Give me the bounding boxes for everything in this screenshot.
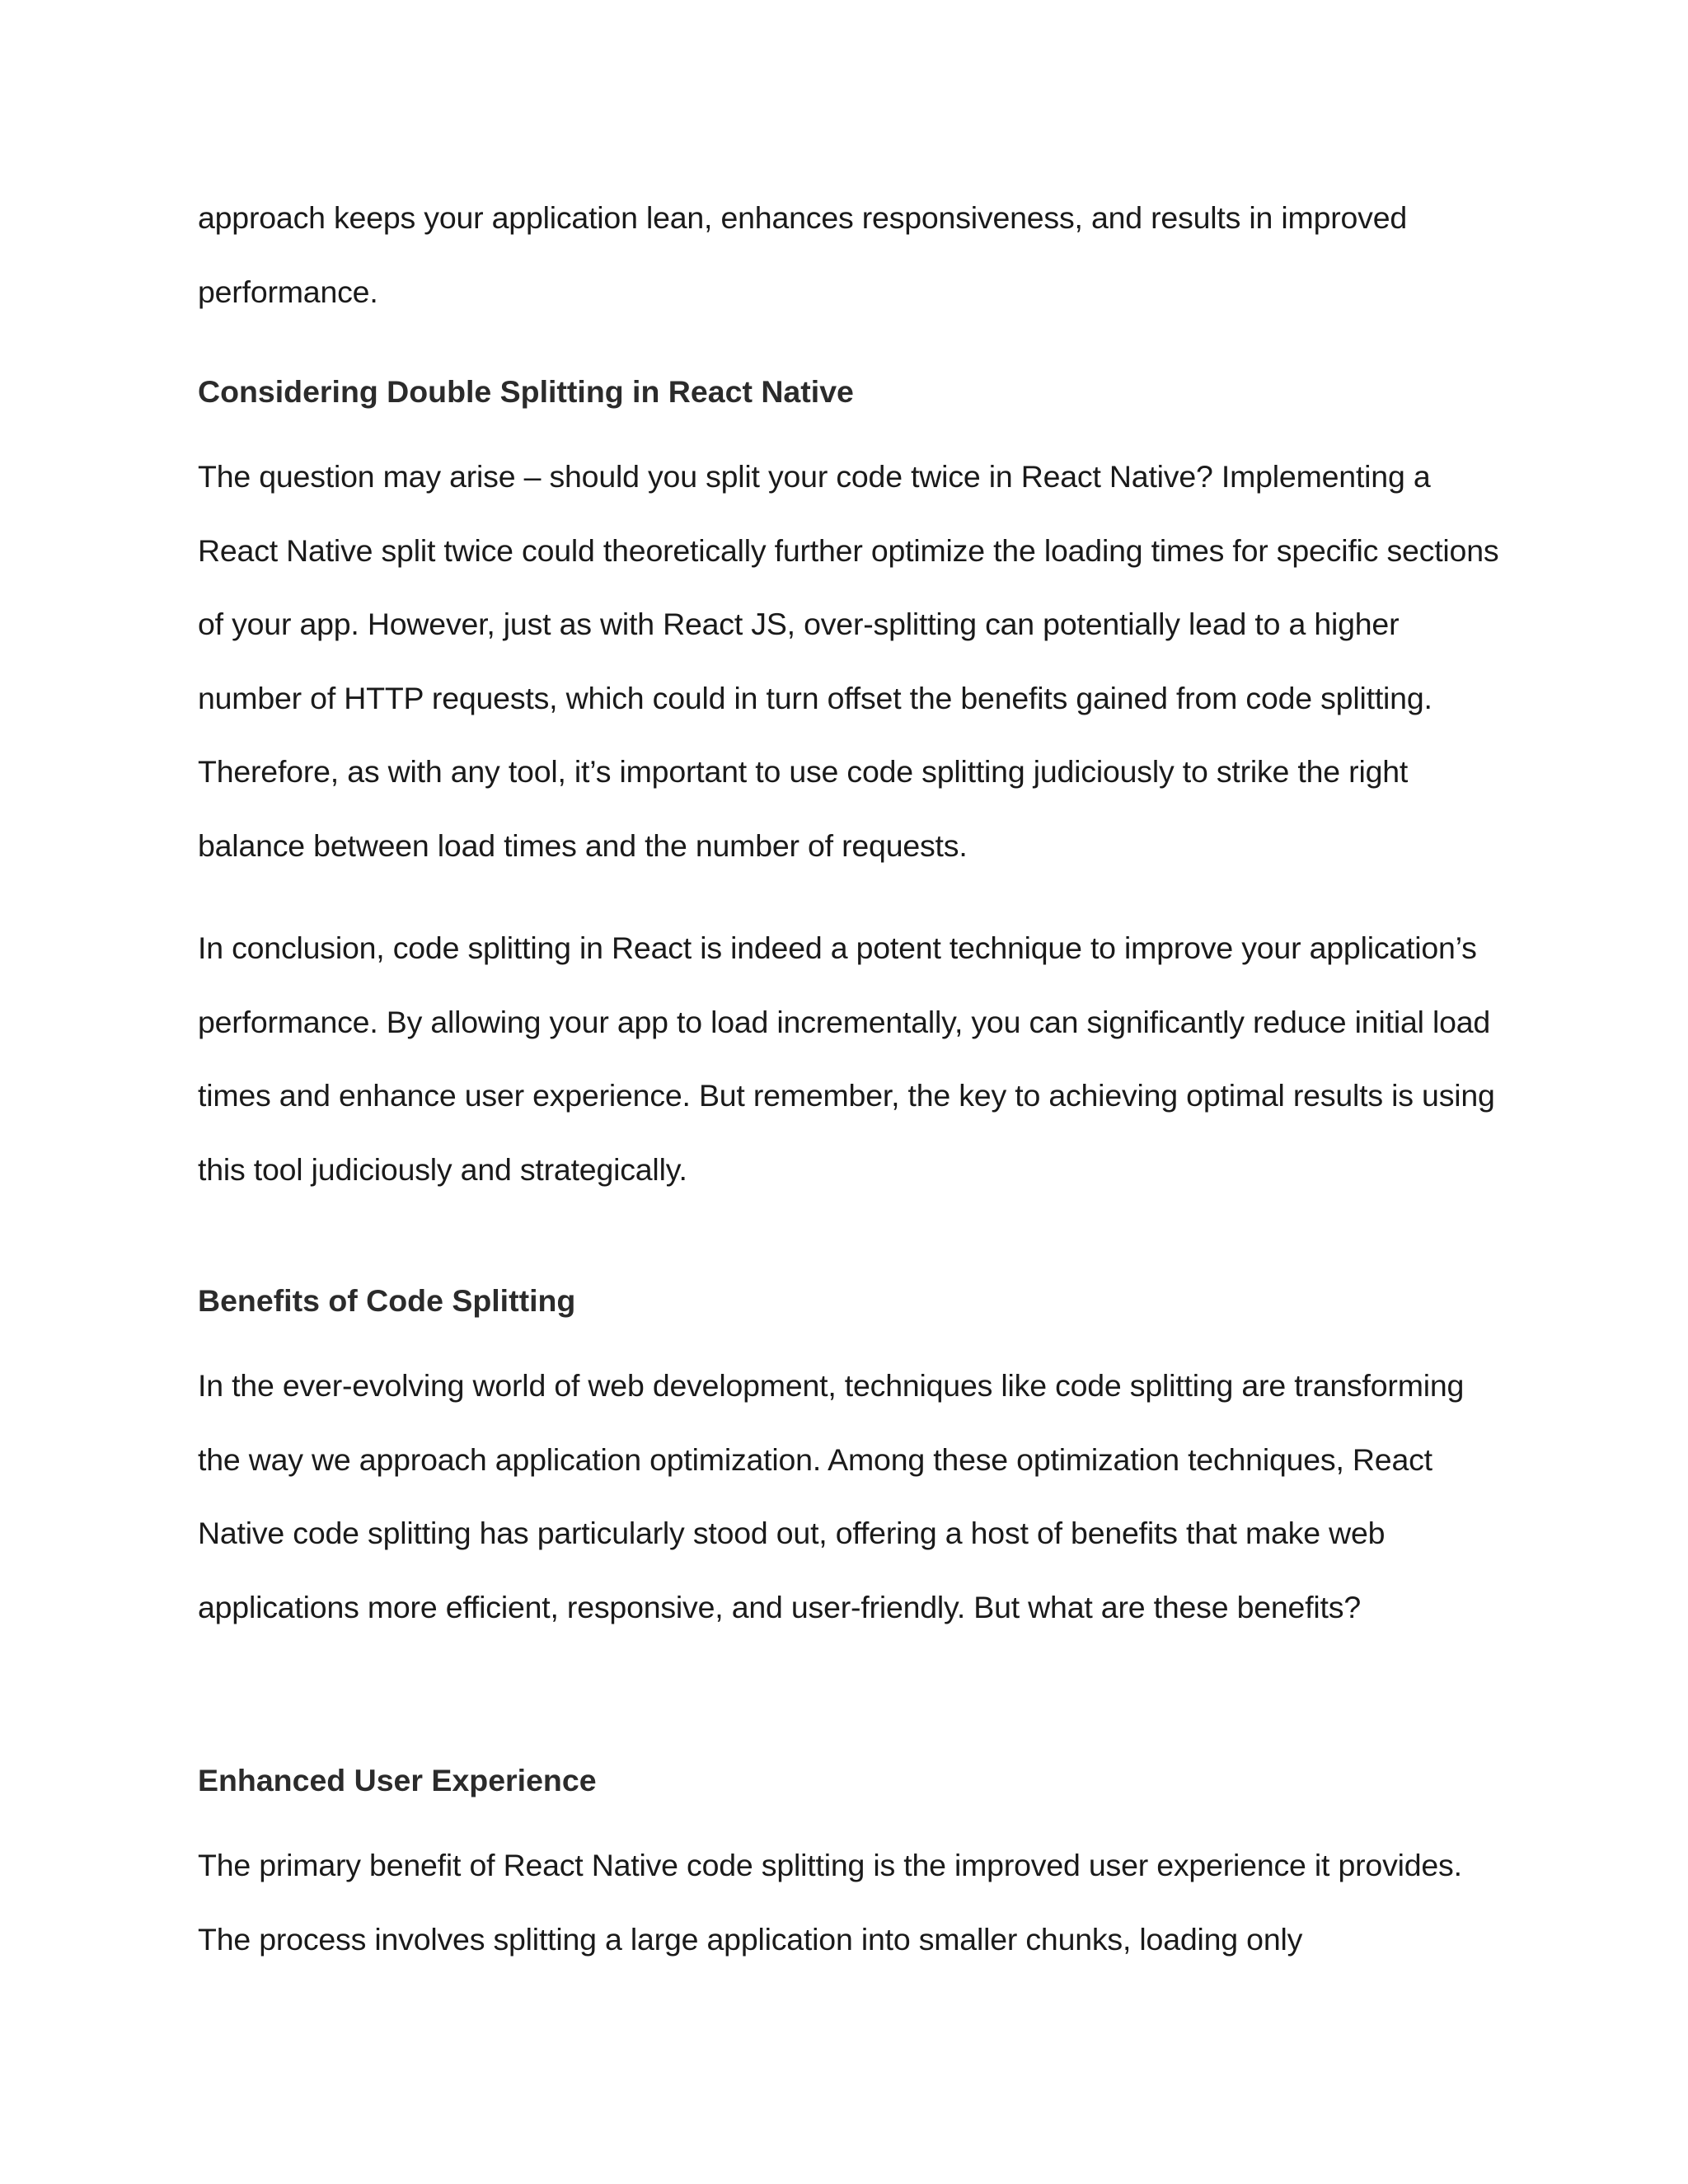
heading-double-splitting: Considering Double Splitting in React Native [198,374,854,409]
paragraph-double-splitting: The question may arise – should you split your code twice in React Native? Implementing a React Native split twice could theoretically further optimize the loading times for specific sections of your app. However, just as with React JS, over-splitting can potentially lead to a higher number of HTTP requests, which could in turn offset the benefits gained from code splitting. Therefore, as with any tool, it’s important to use code splitting judiciously to strike the right balance between load times and the number of requests. [198,459,1499,863]
paragraph-conclusion: In conclusion, code splitting in React is indeed a potent technique to improve your application’s performance. By allowing your app to load incrementally, you can significantly reduce initial load times and enhance user experience. But remember, the key to achieving optimal results is using this tool judiciously and strategically. [198,930,1495,1187]
paragraph-intro-tail: approach keeps your application lean, enhances responsiveness, and results in improved performance. [198,200,1408,309]
paragraph-enhanced-user-experience: The primary benefit of React Native code splitting is the improved user experience it provides. The process involves splitting a large application into smaller chunks, loading only [198,1848,1462,1957]
heading-benefits: Benefits of Code Splitting [198,1283,576,1318]
heading-enhanced-user-experience: Enhanced User Experience [198,1763,597,1797]
paragraph-benefits: In the ever-evolving world of web development, techniques like code splitting are transforming the way we approach application optimization. Among these optimization techniques, React Native code splitting has particularly stood out, offering a host of benefits that make web applications more efficient, responsive, and user-friendly. But what are these benefits? [198,1368,1465,1624]
